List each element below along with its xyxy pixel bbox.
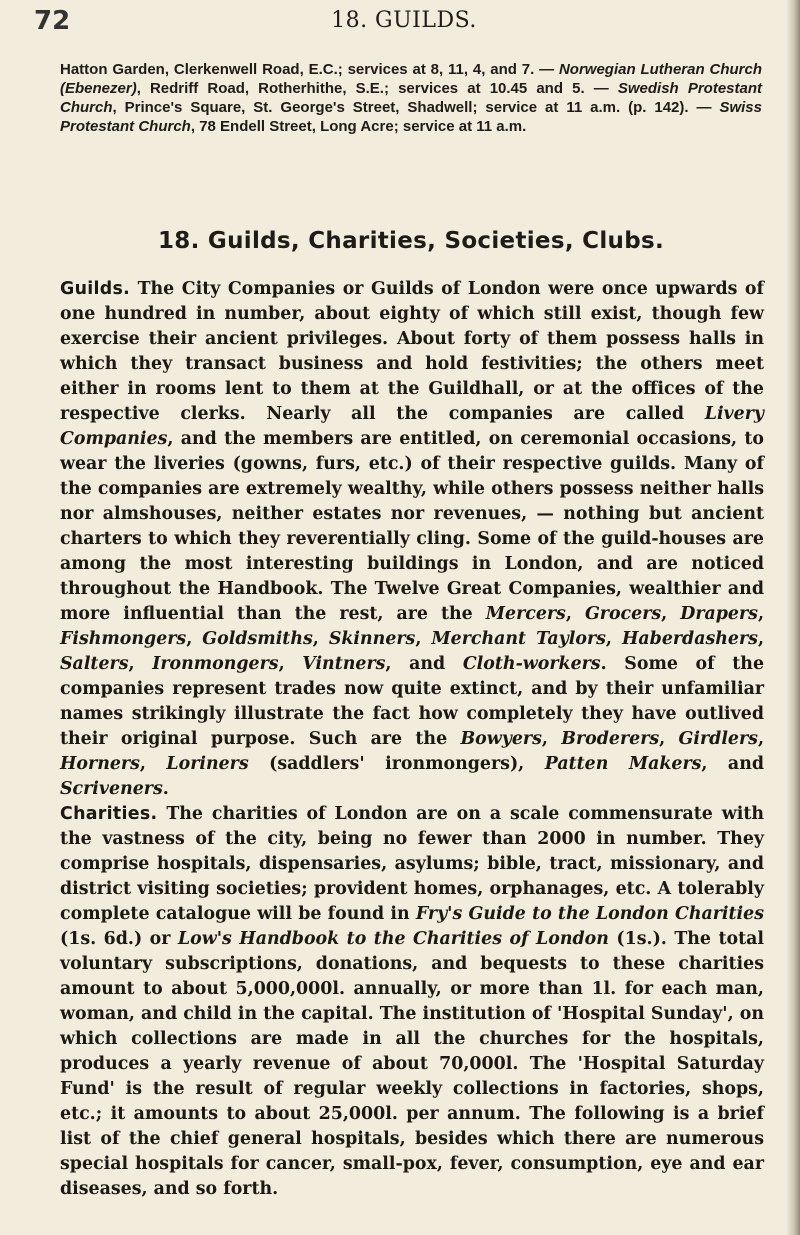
company-name: Salters: [60, 654, 129, 674]
body-text: . Some of the companies represent trades now quite extinct, and by their unfamiliar names strikingly illustrate the fact how completely they have outlived their original purpose. Such are the: [60, 654, 765, 749]
body-text: The City Companies or Guilds of London were once upwards of one hundred in number, about eighty of which still exist, though few exercise their ancient privileges. About forty of them possess halls in which they transact business and hold festivities; the others meet either in rooms lent to them at the Guildhall, or at the offices of the respective clerks. Nearly all the companies are called: [60, 279, 764, 424]
book-title: Low's Handbook to the Charities of London: [177, 929, 609, 949]
body-text: , and the members are entitled, on ceremonial occasions, to wear the liveries (gowns, furs, etc.) of their respective guilds. Many of the companies are extremely wealthy, while others possess neither halls nor almshouses, neither estates nor revenues, — nothing but ancient charters to which they reverentially cling. Some of the guild-houses are among the most interesting buildings in London, and are noticed throughout the Handbook. The Twelve Great Companies, wealthier and more influential than the rest, are the: [60, 429, 764, 624]
section-heading: 18. Guilds, Charities, Societies, Clubs.: [157, 228, 664, 254]
run-in-heading: Guilds.: [60, 279, 131, 299]
run-in-heading: Charities.: [60, 804, 158, 824]
company-name: Broderers: [561, 729, 660, 749]
company-name: Drapers: [680, 604, 758, 624]
church-name: Swedish Protestant Church: [60, 80, 762, 116]
company-name: Mercers: [485, 604, 566, 624]
book-title: Fry's Guide to the London Charities: [415, 904, 764, 924]
churches-paragraph: [60, 60, 762, 136]
body-text: The charities of London are on a scale commensurate with the vastness of the city, being no fewer than 2000 in number. They comprise hospitals, dispensaries, asylums; bible, tract, missionary, and district visiting societies; provident homes, orphanages, etc. A tolerably complete catalogue will be found in: [60, 804, 764, 924]
company-name: Girdlers: [678, 729, 758, 749]
company-name: Cloth-workers: [462, 654, 601, 674]
section-body: [60, 277, 764, 1202]
running-title: 18. GUILDS.: [331, 8, 477, 33]
guilds-paragraph: Guilds. The City Companies or Guilds of London were once upwards of one hundred in number, about eighty of which still exist, though few exercise their ancient privileges. About forty of them possess halls in which they transact business and hold festivities; the others meet either in rooms lent to them at the Guildhall, or at the offices of the respective clerks. Nearly all the companies are called Livery Companies, and the members are entitled, on ceremonial occasions, to wear the liveries (gowns, furs, etc.) of their respective guilds. Many of the companies are extremely wealthy, while others possess neither halls nor almshouses, neither estates nor revenues, — nothing but ancient charters to which they reverentially cling. Some of the guild-houses are among the most interesting buildings in London, and are noticed throughout the Handbook. The Twelve Great Companies, wealthier and more influential than the rest, are the Mercers, Grocers, Drapers, Fishmongers, Goldsmiths, Skinners, Merchant Taylors, Haberdashers, Salters, Ironmongers, Vintners, and Cloth-workers. Some of the companies represent trades now quite extinct, and by their unfamiliar names strikingly illustrate the fact how completely they have outlived their original purpose. Such are the Bowyers, Broderers, Girdlers, Horners, Loriners (saddlers' ironmongers), Patten Makers, and Scriveners.: [60, 279, 765, 799]
page-number: 72: [34, 6, 71, 36]
churches-text: , 78 Endell Street, Long Acre; service at 11 a.m.: [190, 118, 527, 135]
company-name: Horners: [60, 754, 140, 774]
company-name: Ironmongers: [152, 654, 279, 674]
company-name: Bowyers: [460, 729, 542, 749]
company-name: Fishmongers: [60, 629, 187, 649]
company-name: Loriners: [166, 754, 249, 774]
body-text: (1s. 6d.) or: [60, 929, 178, 949]
churches-text: , Redriff Road, Rotherhithe, S.E.; services at 10.45 and 5. —: [136, 80, 618, 97]
church-name: Norwegian Lutheran Church (Ebenezer): [60, 61, 762, 97]
company-name: Haberdashers: [621, 629, 758, 649]
company-name: Vintners: [302, 654, 386, 674]
body-text: . The total voluntary subscriptions, donations, and bequests to these charities amount to about 5,000,000l. annually, or more than 1l. for each man, woman, and child in the capital. The institution of 'Hospital Sunday', on which collections are made in all the churches for the hospitals, produces a yearly revenue of about 70,000l. The 'Hospital Saturday Fund' is the result of regular weekly collections in factories, shops, etc.; it amounts to about 25,000l. per annum. The following is a brief list of the chief general hospitals, besides which there are numerous special hospitals for cancer, small-pox, fever, consumption, eye and ear diseases, and so forth.: [60, 929, 764, 1199]
running-head: [34, 6, 774, 42]
body-text: (saddlers' ironmongers),: [248, 754, 545, 774]
churches-text: Hatton Garden, Clerkenwell Road, E.C.; services at 8, 11, 4, and 7. —: [60, 61, 559, 78]
company-name: Grocers: [584, 604, 662, 624]
company-name: Merchant Taylors: [431, 629, 606, 649]
company-name: Patten Makers: [544, 754, 702, 774]
body-text: (1s.): [608, 929, 661, 949]
charities-paragraph: [60, 802, 764, 1202]
page-edge: [786, 0, 800, 1235]
company-name: Scriveners: [60, 779, 163, 799]
company-name: Goldsmiths: [202, 629, 313, 649]
church-name: Swiss Protestant Church: [60, 99, 762, 135]
churches-text: , Prince's Square, St. George's Street, Shadwell; service at 11 a.m. (p. 142). —: [112, 99, 720, 116]
company-name: Skinners: [328, 629, 416, 649]
italic-term: Livery Companies: [60, 404, 764, 449]
